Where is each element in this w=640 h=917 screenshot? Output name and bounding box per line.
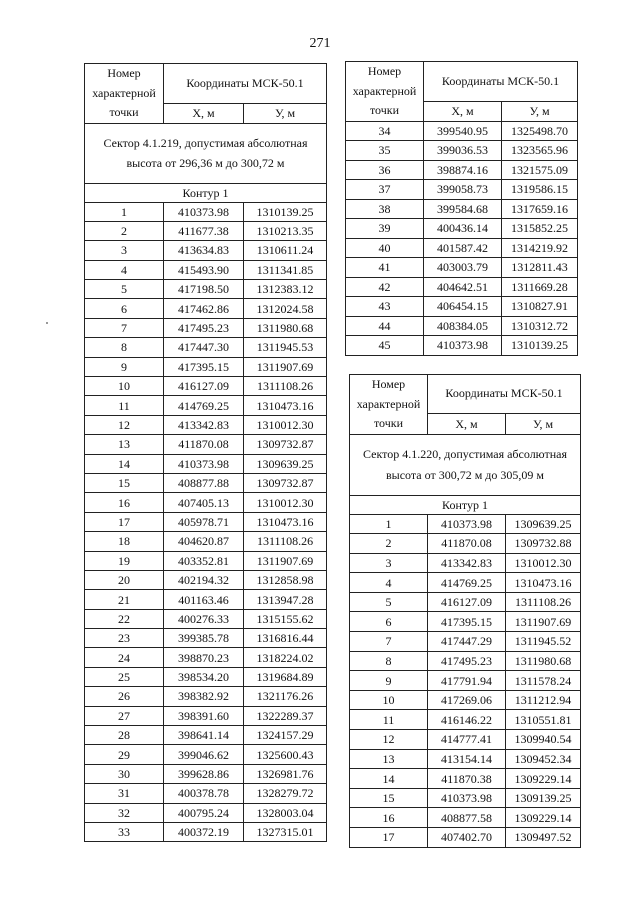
table-row xyxy=(85,532,327,551)
point-number-cell: 30 xyxy=(85,764,164,783)
x-coordinate-cell: 416127.09 xyxy=(164,377,244,396)
x-coordinate-cell: 408384.05 xyxy=(424,316,502,336)
x-coordinate-cell: 417269.06 xyxy=(428,690,506,710)
y-header: У, м xyxy=(506,413,581,434)
x-coordinate-cell: 408877.58 xyxy=(428,808,506,828)
point-number-cell: 23 xyxy=(85,629,164,648)
table-row xyxy=(350,632,581,652)
sector-title-row xyxy=(85,123,327,183)
contour-title: Контур 1 xyxy=(85,183,327,202)
point-number-cell: 44 xyxy=(346,316,424,336)
y-coordinate-cell: 1311108.26 xyxy=(244,532,327,551)
point-number-cell: 39 xyxy=(346,219,424,239)
point-number-cell: 45 xyxy=(346,336,424,356)
point-number-cell: 6 xyxy=(85,299,164,318)
x-coordinate-cell: 398391.60 xyxy=(164,706,244,725)
point-number-cell: 19 xyxy=(85,551,164,570)
x-coordinate-cell: 407402.70 xyxy=(428,828,506,848)
table-row xyxy=(346,141,578,161)
table-row xyxy=(346,336,578,356)
table-row xyxy=(350,749,581,769)
coordinates-header: Координаты МСК-50.1 xyxy=(428,375,581,414)
x-coordinate-cell: 398874.16 xyxy=(424,160,502,180)
table-row xyxy=(85,415,327,434)
x-coordinate-cell: 411870.08 xyxy=(428,534,506,554)
table-row xyxy=(350,534,581,554)
point-number-cell: 9 xyxy=(350,671,428,691)
scan-speck xyxy=(46,322,48,324)
table-row xyxy=(85,493,327,512)
table-row xyxy=(85,648,327,667)
y-coordinate-cell: 1309732.88 xyxy=(506,534,581,554)
table-header-row xyxy=(346,62,578,102)
y-coordinate-cell: 1310139.25 xyxy=(244,202,327,221)
table-row xyxy=(346,316,578,336)
point-number-cell: 29 xyxy=(85,745,164,764)
coordinates-table-sector-220 xyxy=(349,374,581,848)
point-number-cell: 14 xyxy=(350,769,428,789)
coordinates-header: Координаты МСК-50.1 xyxy=(164,64,327,104)
y-coordinate-cell: 1328279.72 xyxy=(244,784,327,803)
y-coordinate-cell: 1311945.53 xyxy=(244,338,327,357)
x-coordinate-cell: 400276.33 xyxy=(164,609,244,628)
y-coordinate-cell: 1316816.44 xyxy=(244,629,327,648)
y-coordinate-cell: 1315155.62 xyxy=(244,609,327,628)
y-coordinate-cell: 1317659.16 xyxy=(502,199,578,219)
table-row xyxy=(85,784,327,803)
table-row xyxy=(350,828,581,848)
point-number-cell: 17 xyxy=(85,512,164,531)
x-coordinate-cell: 417462.86 xyxy=(164,299,244,318)
point-number-header: Номер характерной точки xyxy=(85,64,164,124)
point-number-cell: 7 xyxy=(85,318,164,337)
sector-title-row xyxy=(350,434,581,495)
y-coordinate-cell: 1311669.28 xyxy=(502,277,578,297)
y-header: У, м xyxy=(244,104,327,124)
point-number-cell: 1 xyxy=(350,514,428,534)
y-coordinate-cell: 1311341.85 xyxy=(244,260,327,279)
table-row xyxy=(346,297,578,317)
table-row xyxy=(85,454,327,473)
table-row xyxy=(350,788,581,808)
x-coordinate-cell: 404620.87 xyxy=(164,532,244,551)
y-coordinate-cell: 1310012.30 xyxy=(506,553,581,573)
y-coordinate-cell: 1328003.04 xyxy=(244,803,327,822)
point-number-cell: 28 xyxy=(85,726,164,745)
x-coordinate-cell: 403352.81 xyxy=(164,551,244,570)
x-coordinate-cell: 417495.23 xyxy=(164,318,244,337)
x-coordinate-cell: 414777.41 xyxy=(428,730,506,750)
point-number-cell: 24 xyxy=(85,648,164,667)
x-coordinate-cell: 400436.14 xyxy=(424,219,502,239)
coordinates-header: Координаты МСК-50.1 xyxy=(424,62,578,102)
y-coordinate-cell: 1318224.02 xyxy=(244,648,327,667)
x-coordinate-cell: 417395.15 xyxy=(428,612,506,632)
y-coordinate-cell: 1325600.43 xyxy=(244,745,327,764)
point-number-cell: 2 xyxy=(350,534,428,554)
y-coordinate-cell: 1312383.12 xyxy=(244,280,327,299)
x-coordinate-cell: 401587.42 xyxy=(424,238,502,258)
y-coordinate-cell: 1310827.91 xyxy=(502,297,578,317)
point-number-cell: 3 xyxy=(85,241,164,260)
point-number-cell: 37 xyxy=(346,180,424,200)
x-coordinate-cell: 414769.25 xyxy=(428,573,506,593)
y-coordinate-cell: 1325498.70 xyxy=(502,121,578,141)
table-row xyxy=(85,745,327,764)
x-header: X, м xyxy=(424,102,502,122)
point-number-cell: 16 xyxy=(350,808,428,828)
x-coordinate-cell: 399385.78 xyxy=(164,629,244,648)
table-row xyxy=(346,121,578,141)
y-coordinate-cell: 1310012.30 xyxy=(244,493,327,512)
y-coordinate-cell: 1310312.72 xyxy=(502,316,578,336)
table-row xyxy=(350,710,581,730)
table-row xyxy=(346,277,578,297)
table-header-row xyxy=(85,64,327,104)
x-coordinate-cell: 408877.88 xyxy=(164,473,244,492)
table-row xyxy=(346,258,578,278)
x-coordinate-cell: 413342.83 xyxy=(164,415,244,434)
y-coordinate-cell: 1311945.52 xyxy=(506,632,581,652)
x-coordinate-cell: 404642.51 xyxy=(424,277,502,297)
x-header: X, м xyxy=(164,104,244,124)
table-row xyxy=(85,512,327,531)
y-coordinate-cell: 1311980.68 xyxy=(244,318,327,337)
x-coordinate-cell: 410373.98 xyxy=(164,202,244,221)
point-number-cell: 8 xyxy=(350,651,428,671)
x-coordinate-cell: 413154.14 xyxy=(428,749,506,769)
y-coordinate-cell: 1311108.26 xyxy=(244,377,327,396)
x-coordinate-cell: 399584.68 xyxy=(424,199,502,219)
table-row xyxy=(346,238,578,258)
table-row xyxy=(85,357,327,376)
y-coordinate-cell: 1309732.87 xyxy=(244,435,327,454)
point-number-cell: 10 xyxy=(85,377,164,396)
table-row xyxy=(85,823,327,842)
y-coordinate-cell: 1309497.52 xyxy=(506,828,581,848)
table-row xyxy=(85,706,327,725)
point-number-cell: 36 xyxy=(346,160,424,180)
point-number-cell: 38 xyxy=(346,199,424,219)
x-coordinate-cell: 410373.98 xyxy=(164,454,244,473)
y-coordinate-cell: 1314219.92 xyxy=(502,238,578,258)
point-number-cell: 5 xyxy=(85,280,164,299)
point-number-cell: 31 xyxy=(85,784,164,803)
table-row xyxy=(85,551,327,570)
contour-title: Контур 1 xyxy=(350,495,581,514)
point-number-cell: 32 xyxy=(85,803,164,822)
point-number-cell: 8 xyxy=(85,338,164,357)
y-coordinate-cell: 1309229.14 xyxy=(506,808,581,828)
x-coordinate-cell: 406454.15 xyxy=(424,297,502,317)
point-number-cell: 1 xyxy=(85,202,164,221)
x-coordinate-cell: 417395.15 xyxy=(164,357,244,376)
table-row xyxy=(350,769,581,789)
y-coordinate-cell: 1327315.01 xyxy=(244,823,327,842)
table-row xyxy=(350,553,581,573)
y-coordinate-cell: 1321176.26 xyxy=(244,687,327,706)
y-coordinate-cell: 1324157.29 xyxy=(244,726,327,745)
x-coordinate-cell: 405978.71 xyxy=(164,512,244,531)
y-coordinate-cell: 1321575.09 xyxy=(502,160,578,180)
x-coordinate-cell: 398382.92 xyxy=(164,687,244,706)
sector-title: Сектор 4.1.220, допустимая абсолютная высота от 300,72 м до 305,09 м xyxy=(350,434,581,495)
table-row xyxy=(85,570,327,589)
y-coordinate-cell: 1309139.25 xyxy=(506,788,581,808)
x-coordinate-cell: 399058.73 xyxy=(424,180,502,200)
y-coordinate-cell: 1310473.16 xyxy=(244,396,327,415)
y-coordinate-cell: 1319684.89 xyxy=(244,667,327,686)
x-coordinate-cell: 416146.22 xyxy=(428,710,506,730)
x-coordinate-cell: 407405.13 xyxy=(164,493,244,512)
contour-row xyxy=(350,495,581,514)
x-coordinate-cell: 399036.53 xyxy=(424,141,502,161)
y-coordinate-cell: 1319586.15 xyxy=(502,180,578,200)
point-number-cell: 43 xyxy=(346,297,424,317)
table-row xyxy=(85,318,327,337)
table-header-row xyxy=(350,375,581,414)
table-row xyxy=(346,219,578,239)
x-coordinate-cell: 410373.98 xyxy=(428,514,506,534)
y-coordinate-cell: 1309940.54 xyxy=(506,730,581,750)
y-coordinate-cell: 1313947.28 xyxy=(244,590,327,609)
contour-row xyxy=(85,183,327,202)
point-number-cell: 13 xyxy=(85,435,164,454)
x-coordinate-cell: 411677.38 xyxy=(164,221,244,240)
x-coordinate-cell: 417198.50 xyxy=(164,280,244,299)
table-row xyxy=(85,609,327,628)
table-row xyxy=(350,671,581,691)
table-row xyxy=(85,764,327,783)
y-coordinate-cell: 1310611.24 xyxy=(244,241,327,260)
point-number-cell: 2 xyxy=(85,221,164,240)
point-number-cell: 40 xyxy=(346,238,424,258)
x-coordinate-cell: 417447.29 xyxy=(428,632,506,652)
x-coordinate-cell: 400378.78 xyxy=(164,784,244,803)
x-coordinate-cell: 398870.23 xyxy=(164,648,244,667)
point-number-cell: 14 xyxy=(85,454,164,473)
point-number-cell: 16 xyxy=(85,493,164,512)
x-coordinate-cell: 417495.23 xyxy=(428,651,506,671)
point-number-header: Номер характерной точки xyxy=(350,375,428,435)
table-row xyxy=(350,651,581,671)
table-row xyxy=(85,377,327,396)
x-coordinate-cell: 402194.32 xyxy=(164,570,244,589)
y-coordinate-cell: 1310473.16 xyxy=(244,512,327,531)
point-number-cell: 15 xyxy=(85,473,164,492)
sector-title: Сектор 4.1.219, допустимая абсолютная высота от 296,36 м до 300,72 м xyxy=(85,123,327,183)
x-coordinate-cell: 413634.83 xyxy=(164,241,244,260)
table-row xyxy=(346,160,578,180)
point-number-cell: 10 xyxy=(350,690,428,710)
table-row xyxy=(85,338,327,357)
y-coordinate-cell: 1322289.37 xyxy=(244,706,327,725)
page-number: 271 xyxy=(309,36,331,51)
x-coordinate-cell: 399540.95 xyxy=(424,121,502,141)
table-row xyxy=(350,514,581,534)
table-row xyxy=(85,687,327,706)
table-row xyxy=(350,612,581,632)
table-row xyxy=(85,803,327,822)
point-number-cell: 21 xyxy=(85,590,164,609)
point-number-cell: 35 xyxy=(346,141,424,161)
y-coordinate-cell: 1311907.69 xyxy=(506,612,581,632)
table-row xyxy=(85,299,327,318)
table-row xyxy=(85,473,327,492)
table-row xyxy=(350,592,581,612)
coordinates-table-sector-219-continued xyxy=(345,61,578,356)
y-coordinate-cell: 1311907.69 xyxy=(244,551,327,570)
y-coordinate-cell: 1326981.76 xyxy=(244,764,327,783)
y-coordinate-cell: 1311907.69 xyxy=(244,357,327,376)
point-number-cell: 13 xyxy=(350,749,428,769)
y-coordinate-cell: 1310012.30 xyxy=(244,415,327,434)
x-coordinate-cell: 416127.09 xyxy=(428,592,506,612)
point-number-cell: 11 xyxy=(350,710,428,730)
table-row xyxy=(85,280,327,299)
table-row xyxy=(346,199,578,219)
point-number-cell: 6 xyxy=(350,612,428,632)
point-number-cell: 41 xyxy=(346,258,424,278)
y-coordinate-cell: 1309229.14 xyxy=(506,769,581,789)
x-coordinate-cell: 411870.38 xyxy=(428,769,506,789)
y-coordinate-cell: 1315852.25 xyxy=(502,219,578,239)
point-number-cell: 12 xyxy=(85,415,164,434)
point-number-cell: 33 xyxy=(85,823,164,842)
point-number-cell: 4 xyxy=(350,573,428,593)
point-number-cell: 25 xyxy=(85,667,164,686)
x-coordinate-cell: 400372.19 xyxy=(164,823,244,842)
x-coordinate-cell: 417791.94 xyxy=(428,671,506,691)
point-number-cell: 11 xyxy=(85,396,164,415)
x-header: X, м xyxy=(428,413,506,434)
y-coordinate-cell: 1311212.94 xyxy=(506,690,581,710)
point-number-cell: 9 xyxy=(85,357,164,376)
table-row xyxy=(85,726,327,745)
y-coordinate-cell: 1309452.34 xyxy=(506,749,581,769)
y-coordinate-cell: 1309639.25 xyxy=(506,514,581,534)
y-header: У, м xyxy=(502,102,578,122)
table-row xyxy=(350,690,581,710)
point-number-cell: 18 xyxy=(85,532,164,551)
table-row xyxy=(85,260,327,279)
table-row xyxy=(346,180,578,200)
point-number-cell: 26 xyxy=(85,687,164,706)
x-coordinate-cell: 410373.98 xyxy=(428,788,506,808)
x-coordinate-cell: 417447.30 xyxy=(164,338,244,357)
x-coordinate-cell: 398534.20 xyxy=(164,667,244,686)
y-coordinate-cell: 1309639.25 xyxy=(244,454,327,473)
table-row xyxy=(85,667,327,686)
table-row xyxy=(350,730,581,750)
y-coordinate-cell: 1312024.58 xyxy=(244,299,327,318)
table-row xyxy=(85,435,327,454)
y-coordinate-cell: 1323565.96 xyxy=(502,141,578,161)
y-coordinate-cell: 1312858.98 xyxy=(244,570,327,589)
table-row xyxy=(85,396,327,415)
point-number-cell: 7 xyxy=(350,632,428,652)
x-coordinate-cell: 411870.08 xyxy=(164,435,244,454)
table-row xyxy=(85,241,327,260)
table-row xyxy=(350,808,581,828)
x-coordinate-cell: 401163.46 xyxy=(164,590,244,609)
y-coordinate-cell: 1310473.16 xyxy=(506,573,581,593)
point-number-header: Номер характерной точки xyxy=(346,62,424,122)
table-row xyxy=(85,590,327,609)
x-coordinate-cell: 414769.25 xyxy=(164,396,244,415)
y-coordinate-cell: 1310551.81 xyxy=(506,710,581,730)
point-number-cell: 27 xyxy=(85,706,164,725)
x-coordinate-cell: 403003.79 xyxy=(424,258,502,278)
table-row xyxy=(350,573,581,593)
y-coordinate-cell: 1309732.87 xyxy=(244,473,327,492)
x-coordinate-cell: 413342.83 xyxy=(428,553,506,573)
point-number-cell: 5 xyxy=(350,592,428,612)
point-number-cell: 34 xyxy=(346,121,424,141)
point-number-cell: 20 xyxy=(85,570,164,589)
y-coordinate-cell: 1310213.35 xyxy=(244,221,327,240)
point-number-cell: 3 xyxy=(350,553,428,573)
y-coordinate-cell: 1311578.24 xyxy=(506,671,581,691)
x-coordinate-cell: 415493.90 xyxy=(164,260,244,279)
point-number-cell: 22 xyxy=(85,609,164,628)
coordinates-table-sector-219 xyxy=(84,63,327,842)
point-number-cell: 15 xyxy=(350,788,428,808)
point-number-cell: 17 xyxy=(350,828,428,848)
y-coordinate-cell: 1312811.43 xyxy=(502,258,578,278)
x-coordinate-cell: 400795.24 xyxy=(164,803,244,822)
table-row xyxy=(85,629,327,648)
y-coordinate-cell: 1310139.25 xyxy=(502,336,578,356)
x-coordinate-cell: 398641.14 xyxy=(164,726,244,745)
y-coordinate-cell: 1311980.68 xyxy=(506,651,581,671)
point-number-cell: 4 xyxy=(85,260,164,279)
table-row xyxy=(85,202,327,221)
y-coordinate-cell: 1311108.26 xyxy=(506,592,581,612)
table-row xyxy=(85,221,327,240)
x-coordinate-cell: 399628.86 xyxy=(164,764,244,783)
point-number-cell: 42 xyxy=(346,277,424,297)
x-coordinate-cell: 399046.62 xyxy=(164,745,244,764)
point-number-cell: 12 xyxy=(350,730,428,750)
x-coordinate-cell: 410373.98 xyxy=(424,336,502,356)
